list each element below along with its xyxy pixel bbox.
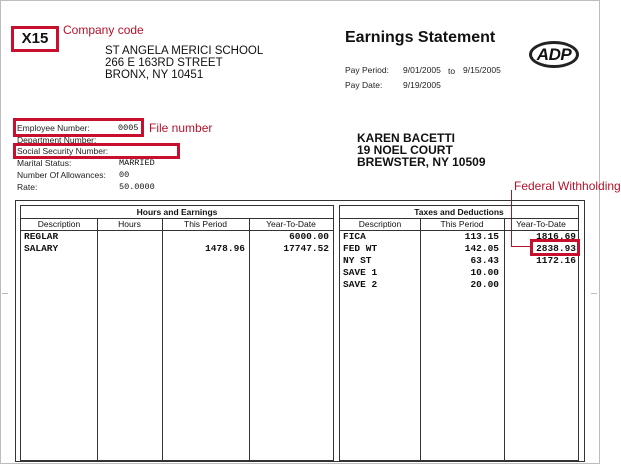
left-edge-mark: — [2,291,8,297]
company-address-line1: 266 E 163RD STREET [105,57,223,69]
employee-number-label: Employee Number: [17,123,90,133]
right-edge-mark: — [591,291,597,297]
tax-row-ytd: 1816.69 [536,231,576,242]
earnings-divider [97,219,98,460]
earnings-row-this-period: 1478.96 [205,243,245,254]
tax-row-description: SAVE 2 [343,279,378,290]
earnings-row-ytd: 17747.52 [283,243,329,254]
adp-logo [529,41,579,68]
earnings-col-hours: Hours [97,219,162,231]
allowances-label: Number Of Allowances: [17,170,106,180]
company-code-box: X15 [11,26,59,52]
earnings-divider [162,219,163,460]
company-code-label: Company code [63,23,144,37]
tax-row-this-period: 142.05 [464,243,499,254]
tax-row-description: NY ST [343,255,372,266]
hours-earnings-title: Hours and Earnings [21,206,333,219]
hours-earnings-panel [20,205,334,461]
allowances-value: 00 [119,170,130,180]
rate-value: 50.0000 [119,182,155,192]
statement-title: Earnings Statement [345,29,496,46]
taxes-divider [420,219,421,460]
taxes-col-this-period: This Period [420,219,504,231]
pay-period-end: 9/15/2005 [463,65,501,75]
pay-period-label: Pay Period: [345,65,389,75]
earnings-col-ytd: Year-To-Date [249,219,333,231]
tax-row-ytd: 2838.93 [536,243,576,254]
taxes-deductions-title: Taxes and Deductions [340,206,578,219]
tax-row-this-period: 63.43 [470,255,499,266]
employee-name: KAREN BACETTI [357,131,455,145]
ssn-label: Social Security Number: [17,146,109,156]
employee-address-line2: BREWSTER, NY 10509 [357,155,486,169]
earnings-row-ytd: 6000.00 [289,231,329,242]
earnings-col-this-period: This Period [162,219,249,231]
taxes-col-ytd: Year-To-Date [504,219,578,231]
tax-row-description: SAVE 1 [343,267,378,278]
tax-row-this-period: 20.00 [470,279,499,290]
employee-number-value: 0005 [118,123,139,133]
earnings-row-description: SALARY [24,243,59,254]
tax-row-this-period: 113.15 [464,231,499,242]
marital-status-label: Marital Status: [17,158,72,168]
marital-status-value: MARRIED [119,158,155,168]
federal-withholding-label: Federal Withholding [514,179,621,193]
tax-row-this-period: 10.00 [470,267,499,278]
tax-row-description: FED WT [343,243,378,254]
company-address-line2: BRONX, NY 10451 [105,69,204,81]
taxes-divider [504,219,505,460]
department-number-label: Department Number: [17,135,97,145]
company-name: ST ANGELA MERICI SCHOOL [105,45,264,57]
earnings-row-description: REGLAR [24,231,59,242]
federal-withholding-highlight [530,239,580,256]
pay-period-to: to [448,66,456,76]
file-number-label: File number [149,121,213,135]
taxes-col-description: Description [340,219,420,231]
earnings-col-description: Description [21,219,97,231]
pay-period-start: 9/01/2005 [403,65,441,75]
rate-label: Rate: [17,182,38,192]
tax-row-ytd: 1172.16 [536,255,576,266]
adp-logo-text: ADP [536,44,572,64]
tax-row-description: FICA [343,231,366,242]
employee-address-line1: 19 NOEL COURT [357,143,453,157]
pay-date-label: Pay Date: [345,80,383,90]
pay-date: 9/19/2005 [403,80,441,90]
earnings-divider [249,219,250,460]
